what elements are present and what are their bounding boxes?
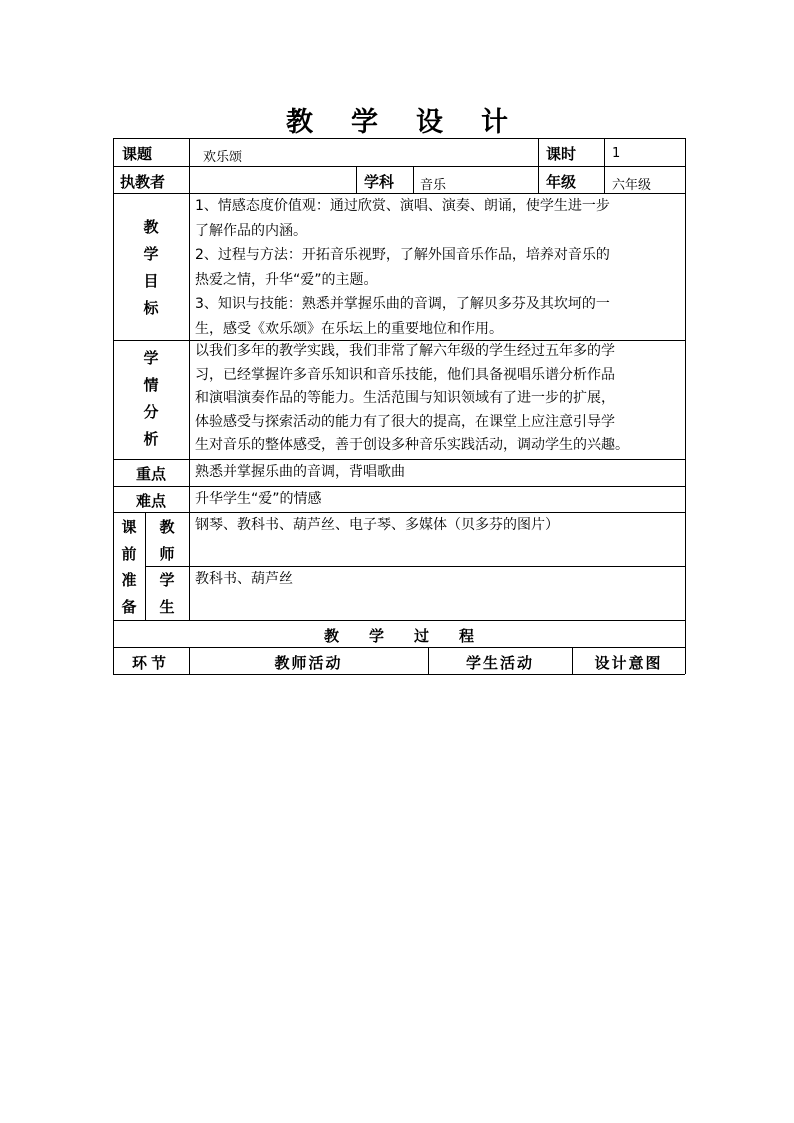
document-title: 教学设计 [286,107,546,138]
process-heading: 教学过程 [323,627,504,645]
prep-student-value: 教科书、葫芦丝 [195,571,293,587]
key-point-label: 重点 [135,465,166,483]
analysis-text: 以我们多年的教学实践，我们非常了解六年级的学生经过五年多的学 习，已经掌握许多音乐知识和音乐技能，他们具备视唱乐谱分析作品 和演唱演奏作品的等能力。生活范围与知识领域有了进一步的扩展， 体验感受与探索活动的能力有了很大的提高，在课堂上应注意引导学 生对音乐的整体感受，善于创设多种音乐实践活动，调动学生的兴趣。 [195,343,629,453]
prep-student-label: 学 生 [159,571,175,616]
topic-value: 欢乐颂 [203,150,243,165]
hours-label: 课时 [546,145,577,163]
prep-teacher-value: 钢琴、教科书、葫芦丝、电子琴、多媒体（贝多芬的图片） [195,517,559,533]
objectives-text: 1、情感态度价值观：通过欣赏、演唱、演奏、朗诵，使学生进一步 了解作品的内涵。 2、过程与方法：开拓音乐视野，了解外国音乐作品，培养对音乐的 热爱之情，升华“爱”的主题。 3、知识与技能：熟悉并掌握乐曲的音调，了解贝多芬及其坎坷的一 生，感受《欢乐颂》在乐坛上的重要地位和作用。 [195,198,610,337]
analysis-label: 学 情 分 析 [143,349,159,448]
difficulty-label: 难点 [135,492,166,510]
process-col-intent: 设计意图 [594,654,663,672]
process-col-student: 学生活动 [465,654,534,672]
subject-label: 学科 [364,173,395,191]
topic-label: 课题 [122,145,153,163]
prep-teacher-label: 教 师 [159,518,175,563]
objectives-label: 教 学 目 标 [143,218,159,317]
process-col-stage: 环节 [131,654,170,672]
teacher-label: 执教者 [120,173,166,191]
hours-value: 1 [612,146,621,161]
grade-value: 六年级 [612,178,652,193]
difficulty-value: 升华学生“爱”的情感 [195,491,322,507]
key-point-value: 熟悉并掌握乐曲的音调，背唱歌曲 [195,464,405,480]
prep-label: 课 前 准 备 [121,518,137,616]
process-col-teacher: 教师活动 [274,654,343,672]
subject-value: 音乐 [420,178,447,193]
grade-label: 年级 [546,173,577,191]
